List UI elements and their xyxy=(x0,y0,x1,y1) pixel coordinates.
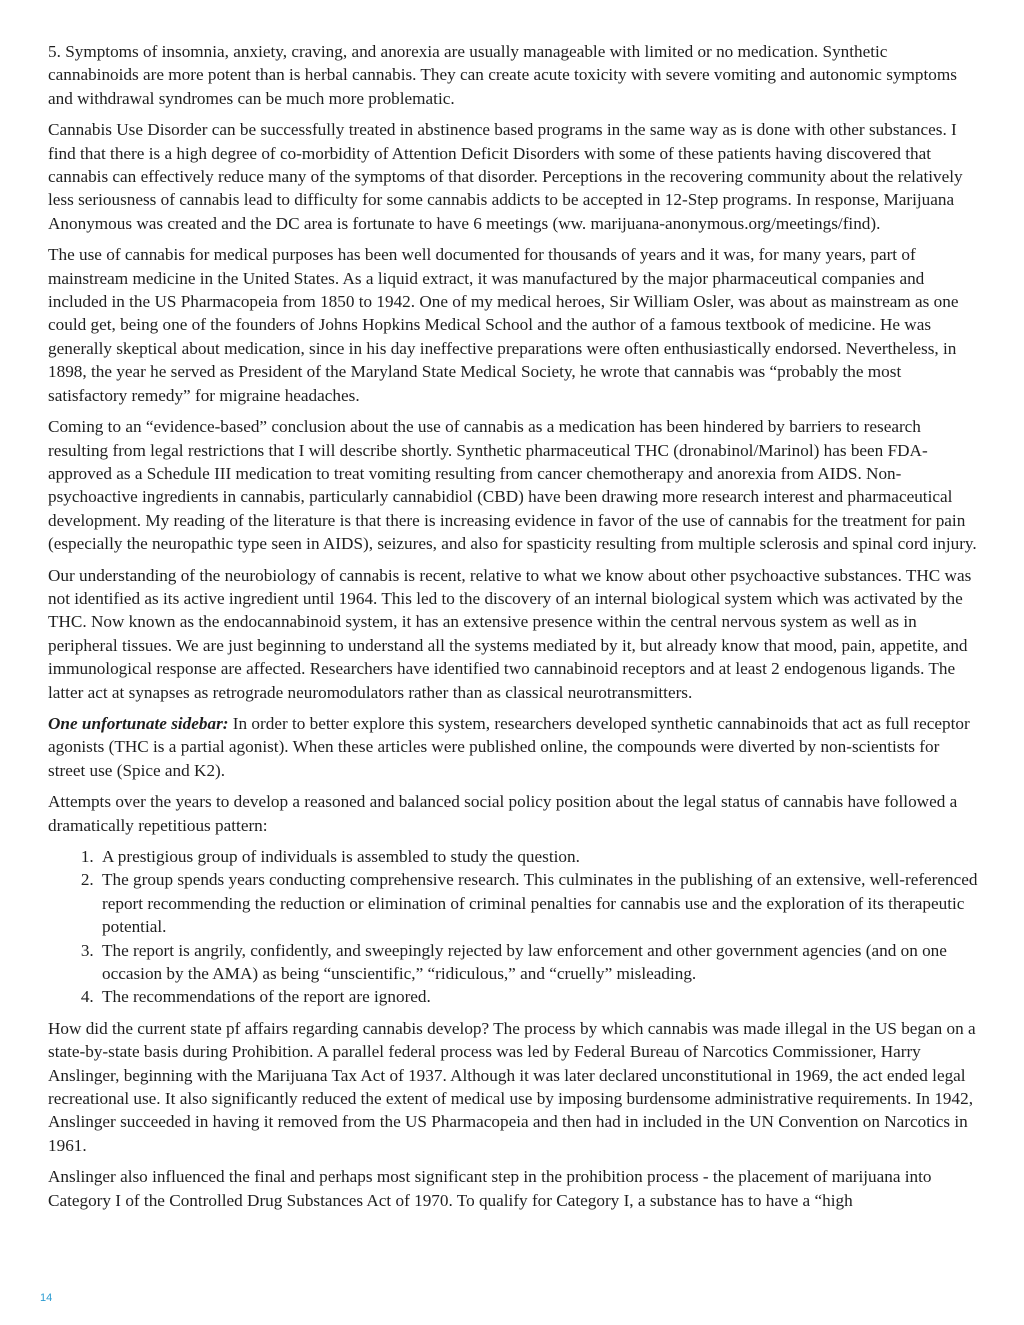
paragraph-controlled-substances: Anslinger also influenced the final and perhaps most significant step in the prohibition process - the placement of marijuana into Category I of the Controlled Drug Substances Act of 1970. To qualify for Category I, a substance has to have a “high xyxy=(48,1167,932,1210)
page-number: 14 xyxy=(40,1292,53,1304)
paragraph-sidebar xyxy=(48,712,980,782)
paragraph-cannabis-use-disorder: Cannabis Use Disorder can be successfully treated in abstinence based programs in the same way as is done with other substances. I find that there is a high degree of co-morbidity of Attention Deficit Disorders with some of these patients having discovered that cannabis can effectively reduce many of the symptoms of that disorder. Perceptions in the recovering community about the relatively less seriousness of cannabis lead to difficulty for some cannabis addicts to be accepted in 12-Step programs. In response, Marijuana Anonymous was created and the DC area is fortunate to have 6 meetings (ww. marijuana-anonymous.org/meetings/find). xyxy=(48,120,963,233)
list-item: 3. The report is angrily, confidently, and sweepingly rejected by law enforcement and other government agencies (and on one occasion by the AMA) as being “unscientific,” “ridiculous,” and “cruelly” misleading. xyxy=(98,939,980,986)
paragraph-prohibition-history: How did the current state pf affairs regarding cannabis develop? The process by which cannabis was made illegal in the US began on a state-by-state basis during Prohibition. A parallel federal process was led by Federal Bureau of Narcotics Commissioner, Harry Anslinger, beginning with the Marijuana Tax Act of 1937. Although it was later declared unconstitutional in 1969, the act ended legal recreational use. It also significantly reduced the extent of medical use by imposing burdensome administrative requirements. In 1942, Anslinger succeeded in having it removed from the US Pharmacopeia and then had in included in the UN Convention on Narcotics in 1961. xyxy=(48,1018,976,1155)
paragraph-medical-history: The use of cannabis for medical purposes has been well documented for thousands of years and it was, for many years, part of mainstream medicine in the United States. As a liquid extract, it was manufactured by the major pharmaceutical companies and included in the US Pharmacopeia from 1850 to 1942. One of my medical heroes, Sir William Osler, was about as mainstream as one could get, being one of the founders of Johns Hopkins Medical School and the author of a famous textbook of medicine. He was generally skeptical about medication, since in his day ineffective preparations were often enthusiastically endorsed. Nevertheless, in 1898, the year he served as President of the Maryland State Medical Society, he wrote that cannabis was “probably the most satisfactory remedy” for migraine headaches. xyxy=(48,245,959,405)
list-item: 2. The group spends years conducting comprehensive research. This culminates in the publishing of an extensive, well-referenced report recommending the reduction or elimination of criminal penalties for cannabis use and the exploration of its therapeutic potential. xyxy=(98,868,980,938)
document-body xyxy=(48,40,980,1220)
paragraph-policy-pattern: Attempts over the years to develop a reasoned and balanced social policy position about the legal status of cannabis have followed a dramatically repetitious pattern: xyxy=(48,792,958,835)
pattern-list xyxy=(48,845,980,1009)
list-item: 1. A prestigious group of individuals is assembled to study the question. xyxy=(98,845,980,868)
paragraph-withdrawal-symptoms: 5. Symptoms of insomnia, anxiety, craving, and anorexia are usually manageable with limited or no medication. Synthetic cannabinoids are more potent than is herbal cannabis. They can create acute toxicity with severe vomiting and autonomic symptoms and withdrawal syndromes can be much more problematic. xyxy=(48,42,957,108)
sidebar-lead-in: One unfortunate sidebar: xyxy=(48,713,229,733)
list-item: 4. The recommendations of the report are ignored. xyxy=(98,985,980,1008)
paragraph-evidence-based: Coming to an “evidence-based” conclusion about the use of cannabis as a medication has been hindered by barriers to research resulting from legal restrictions that I will describe shortly. Synthetic pharmaceutical THC (dronabinol/Marinol) has been FDA-approved as a Schedule III medication to treat vomiting resulting from cancer chemotherapy and anorexia from AIDS. Non-psychoactive ingredients in cannabis, particularly cannabidiol (CBD) have been drawing more research interest and pharmaceutical development. My reading of the literature is that there is increasing evidence in favor of the use of cannabis for the treatment for pain (especially the neuropathic type seen in AIDS), seizures, and also for spasticity resulting from multiple sclerosis and spinal cord injury. xyxy=(48,417,977,554)
paragraph-neurobiology: Our understanding of the neurobiology of cannabis is recent, relative to what we know about other psychoactive substances. THC was not identified as its active ingredient until 1964. This led to the discovery of an internal biological system which was activated by the THC. Now known as the endocannabinoid system, it has an extensive presence within the central nervous system as well as in peripheral tissues. We are just beginning to understand all the systems mediated by it, but already know that mood, pain, appetite, and immunological response are affected. Researchers have identified two cannabinoid receptors and at least 2 endogenous ligands. The latter act at synapses as retrograde neuromodulators rather than as classical neurotransmitters. xyxy=(48,565,972,702)
sidebar-body: In order to better explore this system, researchers developed synthetic cannabinoids that act as full receptor agonists (THC is a partial agonist). When these articles were published online, the compounds were diverted by non-scientists for street use (Spice and K2). xyxy=(48,713,970,780)
